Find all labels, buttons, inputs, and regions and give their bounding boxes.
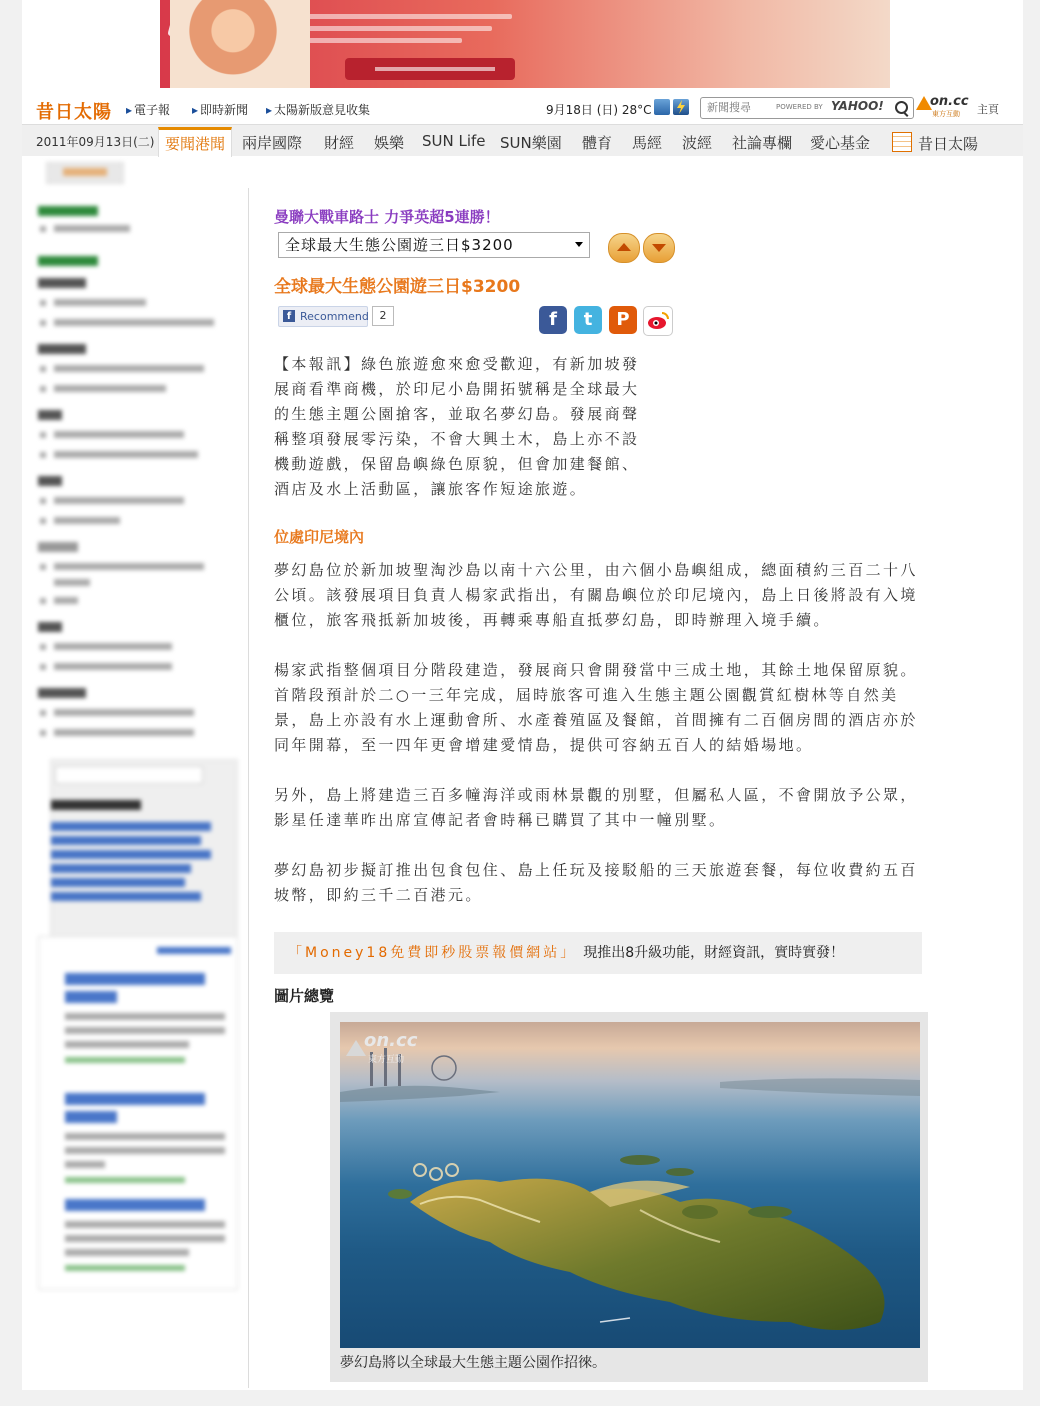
photo-watermark-sub: 東方互動 bbox=[368, 1055, 405, 1065]
sidebar-link[interactable] bbox=[54, 497, 184, 504]
article-photo[interactable] bbox=[340, 1022, 920, 1348]
link-feedback[interactable]: ▸ 太陽新版意見收集 bbox=[266, 101, 370, 118]
news-search bbox=[700, 97, 914, 119]
tab-sun-life[interactable]: SUN Life bbox=[422, 132, 486, 150]
recommend-count: 2 bbox=[372, 306, 394, 326]
sidebar-bullet bbox=[40, 386, 46, 392]
photo-caption: 夢幻島將以全球最大生態主題公園作招徠。 bbox=[340, 1355, 606, 1371]
photo-watermark-logo: on.cc bbox=[364, 1030, 418, 1051]
body-line: 夢幻島初步擬訂推出包食包住、島上任玩及接駁船的三天旅遊套餐，每位收費約五百 bbox=[274, 861, 918, 879]
body-line: 首階段預計於二○一三年完成，屆時旅客可進入生態主題公園觀賞紅樹林等自然美 bbox=[274, 686, 899, 704]
sidebar-bullet bbox=[40, 730, 46, 736]
intro-line: 【本報訊】綠色旅遊愈來愈受歡迎，有新加坡發 bbox=[274, 355, 640, 373]
related-news-link[interactable]: 曼聯大戰車路士 力爭英超5連勝！ bbox=[274, 208, 500, 226]
banner-cta-button[interactable] bbox=[345, 58, 515, 80]
tab-columns[interactable]: 社論專欄 bbox=[732, 134, 793, 152]
site-header bbox=[22, 96, 1023, 122]
promo-link[interactable]: 「Money18免費即秒股票報價網站」 bbox=[288, 945, 578, 961]
calendar-icon bbox=[892, 132, 912, 152]
promo-text: 現推出8升級功能，財經資訊，實時實發！ bbox=[583, 945, 845, 961]
sidebar-bullet bbox=[40, 320, 46, 326]
sidebar-heading bbox=[38, 256, 98, 266]
sidebar-link[interactable] bbox=[54, 319, 214, 326]
arrow-up-icon[interactable] bbox=[608, 233, 640, 263]
yahoo-logo: YAHOO! bbox=[831, 99, 884, 113]
link-instant-news[interactable]: ▸ 即時新聞 bbox=[192, 101, 248, 118]
body-line: 景，島上亦設有水上運動會所、水產養殖區及餐館，首間擁有二百個房間的酒店亦於 bbox=[274, 711, 918, 729]
sidebar-bullet bbox=[40, 498, 46, 504]
search-icon[interactable] bbox=[895, 101, 908, 114]
promo-banner bbox=[274, 932, 922, 974]
arrow-down-icon[interactable] bbox=[643, 233, 675, 263]
banner-photo bbox=[170, 0, 310, 88]
home-link[interactable]: 主頁 bbox=[977, 103, 999, 116]
search-input[interactable] bbox=[707, 100, 771, 115]
sidebar-link[interactable] bbox=[54, 225, 130, 232]
body-line: 同年開幕，至一四年更會增建愛情島，提供可容納五百人的結婚場地。 bbox=[274, 736, 814, 754]
body-line: 坡幣，即約三千二百港元。 bbox=[274, 886, 483, 904]
column-divider bbox=[248, 188, 249, 1388]
sidebar-subheading bbox=[38, 278, 86, 288]
tab-finance[interactable]: 財經 bbox=[324, 134, 355, 152]
intro-line: 機動遊戲，保留島嶼綠色原貌，但會加建餐館、 bbox=[274, 455, 640, 473]
banner-text-line bbox=[282, 26, 492, 31]
sidebar-subheading bbox=[38, 688, 86, 698]
oncc-logo-subtext: 東方互動 bbox=[932, 110, 960, 118]
page-container bbox=[22, 0, 1023, 1390]
sidebar-bullet bbox=[40, 300, 46, 306]
sidebar-bullet bbox=[40, 452, 46, 458]
body-line: 影星任達華昨出席宣傳記者會時稱已購買了其中一幢別墅。 bbox=[274, 811, 727, 829]
gallery-title: 圖片總覽 bbox=[274, 987, 335, 1005]
link-epaper[interactable]: ▸ 電子報 bbox=[126, 101, 170, 118]
sidebar-subheading bbox=[38, 622, 62, 632]
sidebar-bullet bbox=[40, 710, 46, 716]
intro-line: 的生態主題公園搶客，並取名夢幻島。發展商聲 bbox=[274, 405, 640, 423]
sidebar-link[interactable] bbox=[54, 663, 172, 670]
date-weather: 9月18日 (日) 28°C bbox=[546, 103, 652, 117]
intro-line: 酒店及水上活動區，讓旅客作短途旅遊。 bbox=[274, 480, 588, 498]
left-sidebar bbox=[30, 156, 248, 1388]
tab-horse-racing[interactable]: 馬經 bbox=[632, 134, 663, 152]
tab-archive[interactable] bbox=[892, 132, 978, 154]
facebook-recommend-button[interactable] bbox=[278, 306, 368, 327]
sidebar-bullet bbox=[40, 518, 46, 524]
weather-lightning-icon bbox=[673, 99, 689, 115]
weather-sun-icon bbox=[654, 99, 670, 115]
facebook-icon[interactable]: f bbox=[539, 306, 567, 334]
tab-hk-news[interactable]: 要聞港聞 bbox=[158, 127, 232, 157]
body-line: 楊家武指整個項目分階段建造，發展商只會開發當中三成土地，其餘土地保留原貌。 bbox=[274, 661, 918, 679]
sidebar-link[interactable] bbox=[54, 643, 172, 650]
search-powered-by: POWERED BY bbox=[776, 103, 823, 111]
sidebar-subheading bbox=[38, 344, 86, 354]
banner-ad[interactable] bbox=[160, 0, 890, 88]
sidebar-bullet bbox=[40, 644, 46, 650]
sidebar-link[interactable] bbox=[54, 431, 184, 438]
body-line: 公頃。該發展項目負責人楊家武指出，有關島嶼位於印尼境內，島上日後將設有入境 bbox=[274, 586, 918, 604]
sidebar-bullet bbox=[40, 432, 46, 438]
sidebar-bullet bbox=[40, 564, 46, 570]
sidebar-link[interactable] bbox=[54, 365, 204, 372]
recommend-label: Recommend bbox=[300, 310, 369, 323]
tab-archive-label: 昔日太陽 bbox=[918, 135, 979, 153]
article-selector[interactable] bbox=[278, 232, 590, 258]
weibo-icon[interactable] bbox=[643, 306, 673, 336]
tab-entertainment[interactable]: 娛樂 bbox=[374, 134, 405, 152]
oncc-logo-text: on.cc bbox=[930, 94, 969, 109]
facebook-icon: f bbox=[283, 310, 295, 322]
article-selector-value: 全球最大生態公園遊三日$3200 bbox=[285, 236, 514, 254]
intro-line: 展商看準商機，於印尼小島開拓號稱是全球最大 bbox=[274, 380, 640, 398]
nav-date: 2011年09月13日(二) bbox=[36, 135, 155, 149]
sidebar-link[interactable] bbox=[54, 517, 120, 524]
body-line: 櫃位，旅客飛抵新加坡後，再轉乘專船直抵夢幻島，即時辦理入境手續。 bbox=[274, 611, 831, 629]
photo-watermark bbox=[346, 1028, 416, 1066]
sidebar-link[interactable] bbox=[54, 563, 204, 570]
sidebar-subheading bbox=[38, 410, 62, 420]
sidebar-link[interactable] bbox=[54, 729, 194, 736]
sidebar-bullet bbox=[40, 226, 46, 232]
site-logo[interactable]: 昔日太陽 bbox=[36, 102, 112, 123]
sidebar-ad-box bbox=[38, 936, 238, 1290]
tab-soccer[interactable]: 波經 bbox=[682, 134, 713, 152]
sidebar-heading bbox=[38, 206, 98, 216]
article-title: 全球最大生態公園遊三日$3200 bbox=[274, 277, 521, 297]
twitter-icon[interactable]: t bbox=[574, 306, 602, 334]
sidebar-subheading bbox=[38, 542, 78, 552]
tab-charity[interactable]: 愛心基金 bbox=[810, 134, 871, 152]
article-subheading: 位處印尼境內 bbox=[274, 528, 365, 546]
sidebar-subheading bbox=[38, 476, 62, 486]
sidebar-link[interactable] bbox=[54, 299, 146, 306]
body-line: 另外，島上將建造三百多幢海洋或雨林景觀的別墅，但屬私人區，不會開放予公眾， bbox=[274, 786, 918, 804]
body-line: 夢幻島位於新加坡聖淘沙島以南十六公里，由六個小島嶼組成，總面積約三百二十八 bbox=[274, 561, 918, 579]
photo-gallery bbox=[330, 1012, 928, 1382]
sidebar-link[interactable] bbox=[54, 709, 194, 716]
plurk-icon[interactable]: P bbox=[609, 306, 637, 334]
sidebar-bullet bbox=[40, 598, 46, 604]
sidebar-bullet bbox=[40, 366, 46, 372]
oncc-logo[interactable] bbox=[922, 94, 978, 120]
intro-line: 稱整項發展零污染，不會大興土木，島上亦不設 bbox=[274, 430, 640, 448]
sidebar-bullet bbox=[40, 664, 46, 670]
sidebar-link[interactable] bbox=[54, 597, 78, 604]
sidebar-link[interactable] bbox=[54, 451, 198, 458]
banner-text-line bbox=[282, 14, 512, 19]
tab-sun-park[interactable]: SUN樂園 bbox=[500, 134, 562, 152]
sidebar-link[interactable] bbox=[54, 385, 166, 392]
sidebar-link-wrap bbox=[54, 579, 90, 586]
tab-international[interactable]: 兩岸國際 bbox=[242, 134, 303, 152]
tab-sports[interactable]: 體育 bbox=[582, 134, 613, 152]
main-nav bbox=[22, 124, 1023, 156]
sidebar-tab bbox=[46, 162, 124, 184]
chevron-down-icon bbox=[575, 242, 583, 247]
